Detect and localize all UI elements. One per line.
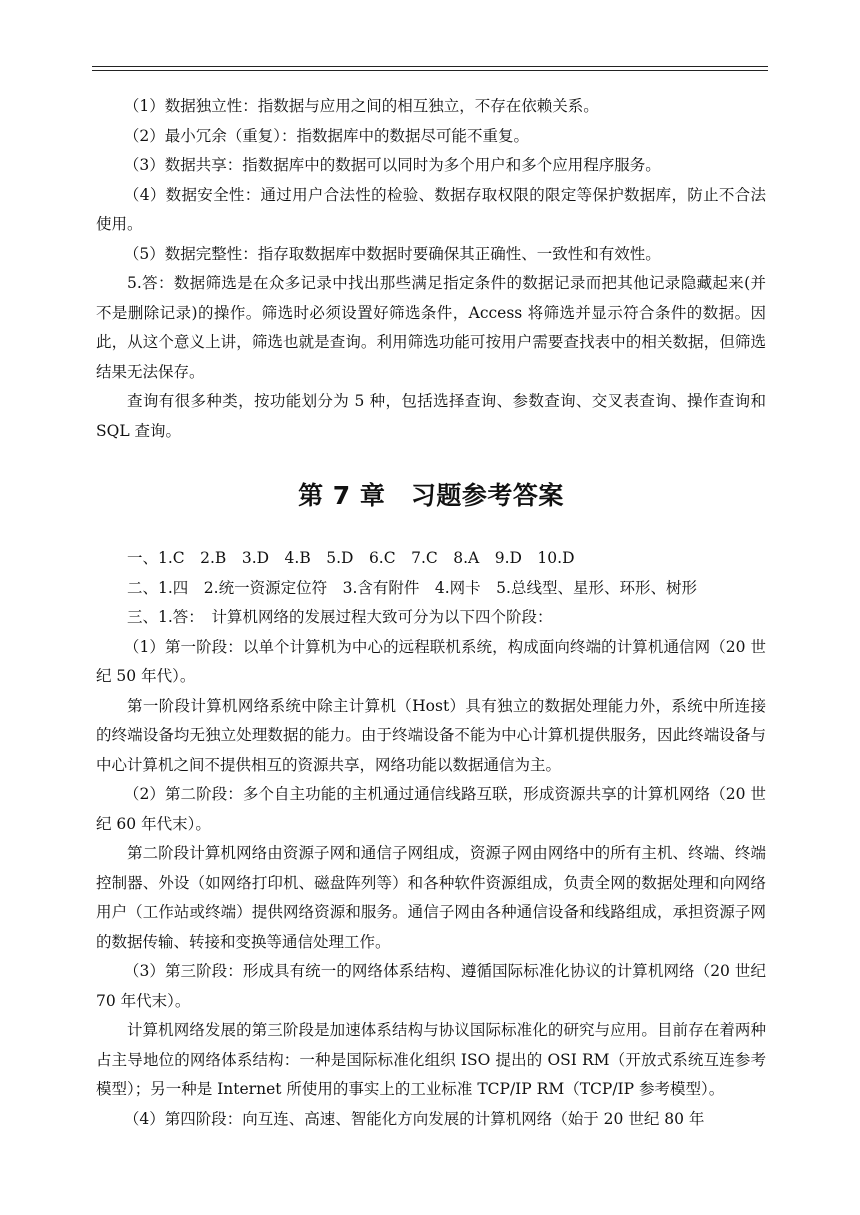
paragraph: 查询有很多种类，按功能划分为 5 种，包括选择查询、参数查询、交叉表查询、操作查询和 SQL 查询。 bbox=[96, 392, 766, 440]
paragraph: （2）最小冗余（重复）：指数据库中的数据尽可能不重复。 bbox=[123, 126, 530, 145]
paragraph: （5）数据完整性：指存取数据库中数据时要确保其正确性、一致性和有效性。 bbox=[123, 244, 661, 263]
paragraph: （2）第二阶段：多个自主功能的主机通过通信线路互联，形成资源共享的计算机网络（20 世纪 60 年代末）。 bbox=[96, 785, 766, 833]
chapter-title: 第 7 章 习题参考答案 bbox=[298, 481, 564, 510]
header-rule-thin bbox=[92, 70, 768, 71]
answer-line: 一、1.C 2.B 3.D 4.B 5.D 6.C 7.C 8.A 9.D 10.D bbox=[127, 549, 575, 567]
paragraph: 第二阶段计算机网络由资源子网和通信子网组成，资源子网由网络中的所有主机、终端、终端控制器、外设（如网络打印机、磁盘阵列等）和各种软件资源组成，负责全网的数据处理和向网络用户（工作站或终端）提供网络资源和服务。通信子网由各种通信设备和线路组成，承担资源子网的数据传输、转接和变换等通信处理工作。 bbox=[96, 844, 766, 951]
header-rule-thick bbox=[92, 66, 768, 67]
page-body bbox=[96, 92, 766, 1134]
answer-line: 二、1.四 2.统一资源定位符 3.含有附件 4.网卡 5.总线型、星形、环形、树形 bbox=[127, 578, 697, 597]
paragraph: 5.答：数据筛选是在众多记录中找出那些满足指定条件的数据记录而把其他记录隐藏起来(并不是删除记录)的操作。筛选时必须设置好筛选条件，Access 将筛选并显示符合条件的数据。因此，从这个意义上讲，筛选也就是查询。利用筛选功能可按用户需要查找表中的相关数据，但筛选结果无法保存。 bbox=[96, 274, 766, 381]
paragraph: 计算机网络发展的第三阶段是加速体系结构与协议国际标准化的研究与应用。目前存在着两种占主导地位的网络体系结构：一种是国际标准化组织 ISO 提出的 OSI RM（开放式系统互连参考模型）；另一种是 Internet 所使用的事实上的工业标准 TCP/IP RM（TCP/IP 参考模型）。 bbox=[96, 1021, 766, 1098]
paragraph: 第一阶段计算机网络系统中除主计算机（Host）具有独立的数据处理能力外，系统中所连接的终端设备均无独立处理数据的能力。由于终端设备不能为中心计算机提供服务，因此终端设备与中心计算机之间不提供相互的资源共享，网络功能以数据通信为主。 bbox=[96, 696, 766, 774]
answer-line: 三、1.答： 计算机网络的发展过程大致可分为以下四个阶段： bbox=[127, 608, 553, 626]
paragraph: （1）第一阶段：以单个计算机为中心的远程联机系统，构成面向终端的计算机通信网（20 世纪 50 年代）。 bbox=[96, 637, 766, 685]
paragraph: （4）第四阶段：向互连、高速、智能化方向发展的计算机网络（始于 20 世纪 80 年 bbox=[123, 1109, 705, 1128]
paragraph: （3）数据共享：指数据库中的数据可以同时为多个用户和多个应用程序服务。 bbox=[123, 156, 661, 174]
paragraph: （3）第三阶段：形成具有统一的网络体系结构、遵循国际标准化协议的计算机网络（20 世纪 70 年代末）。 bbox=[96, 962, 766, 1010]
paragraph: （1）数据独立性：指数据与应用之间的相互独立，不存在依赖关系。 bbox=[123, 97, 599, 115]
paragraph: （4）数据安全性：通过用户合法性的检验、数据存取权限的限定等保护数据库，防止不合法使用。 bbox=[96, 185, 766, 233]
